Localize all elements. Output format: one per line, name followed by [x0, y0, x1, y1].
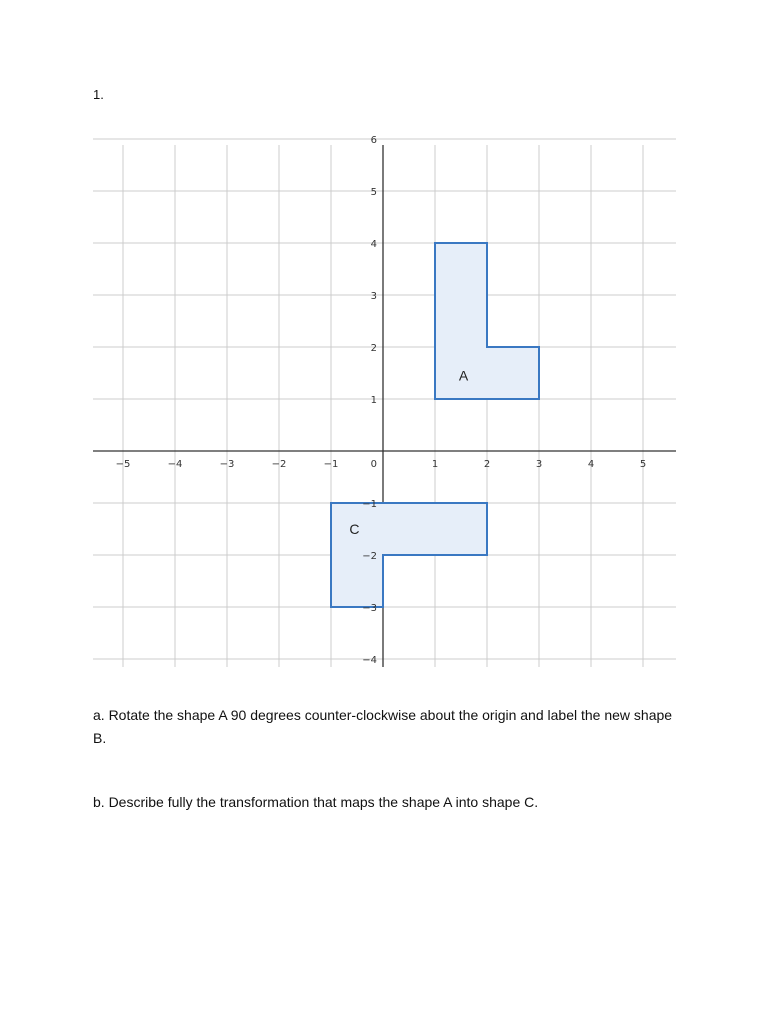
- y-tick-label: −3: [362, 603, 377, 614]
- y-tick-label: −1: [362, 499, 377, 510]
- y-tick-label: 4: [370, 239, 377, 250]
- y-tick-label: 5: [370, 187, 377, 198]
- gridlines: [93, 139, 676, 667]
- axes: [93, 145, 676, 667]
- question-part-a: a. Rotate the shape A 90 degrees counter-clockwise about the origin and label the new shape B.: [93, 707, 673, 746]
- x-tick-label: 2: [483, 459, 491, 470]
- x-tick-label: 1: [431, 459, 439, 470]
- y-tick-label: 3: [370, 291, 377, 302]
- x-tick-label: −2: [271, 459, 287, 470]
- question-part-b: b. Describe fully the transformation that maps the shape A into shape C.: [93, 794, 539, 810]
- x-tick-label: −3: [219, 459, 235, 470]
- y-tick-label: −4: [362, 655, 377, 666]
- shape-c: [331, 503, 487, 607]
- y-tick-label: 6: [370, 135, 377, 146]
- x-tick-label: 4: [587, 459, 595, 470]
- x-tick-label: 5: [639, 459, 647, 470]
- x-tick-label: −1: [323, 459, 339, 470]
- x-tick-label: −5: [115, 459, 131, 470]
- shape-a: [435, 243, 539, 399]
- y-tick-label: 2: [370, 343, 377, 354]
- question-number: 1.: [93, 87, 104, 102]
- origin-label: 0: [370, 459, 377, 470]
- shape-label-c: C: [349, 521, 360, 537]
- x-tick-label: −4: [167, 459, 183, 470]
- x-tick-label: 3: [535, 459, 543, 470]
- y-tick-label: 1: [370, 395, 377, 406]
- shape-label-a: A: [458, 367, 469, 384]
- y-tick-label: −2: [362, 551, 377, 562]
